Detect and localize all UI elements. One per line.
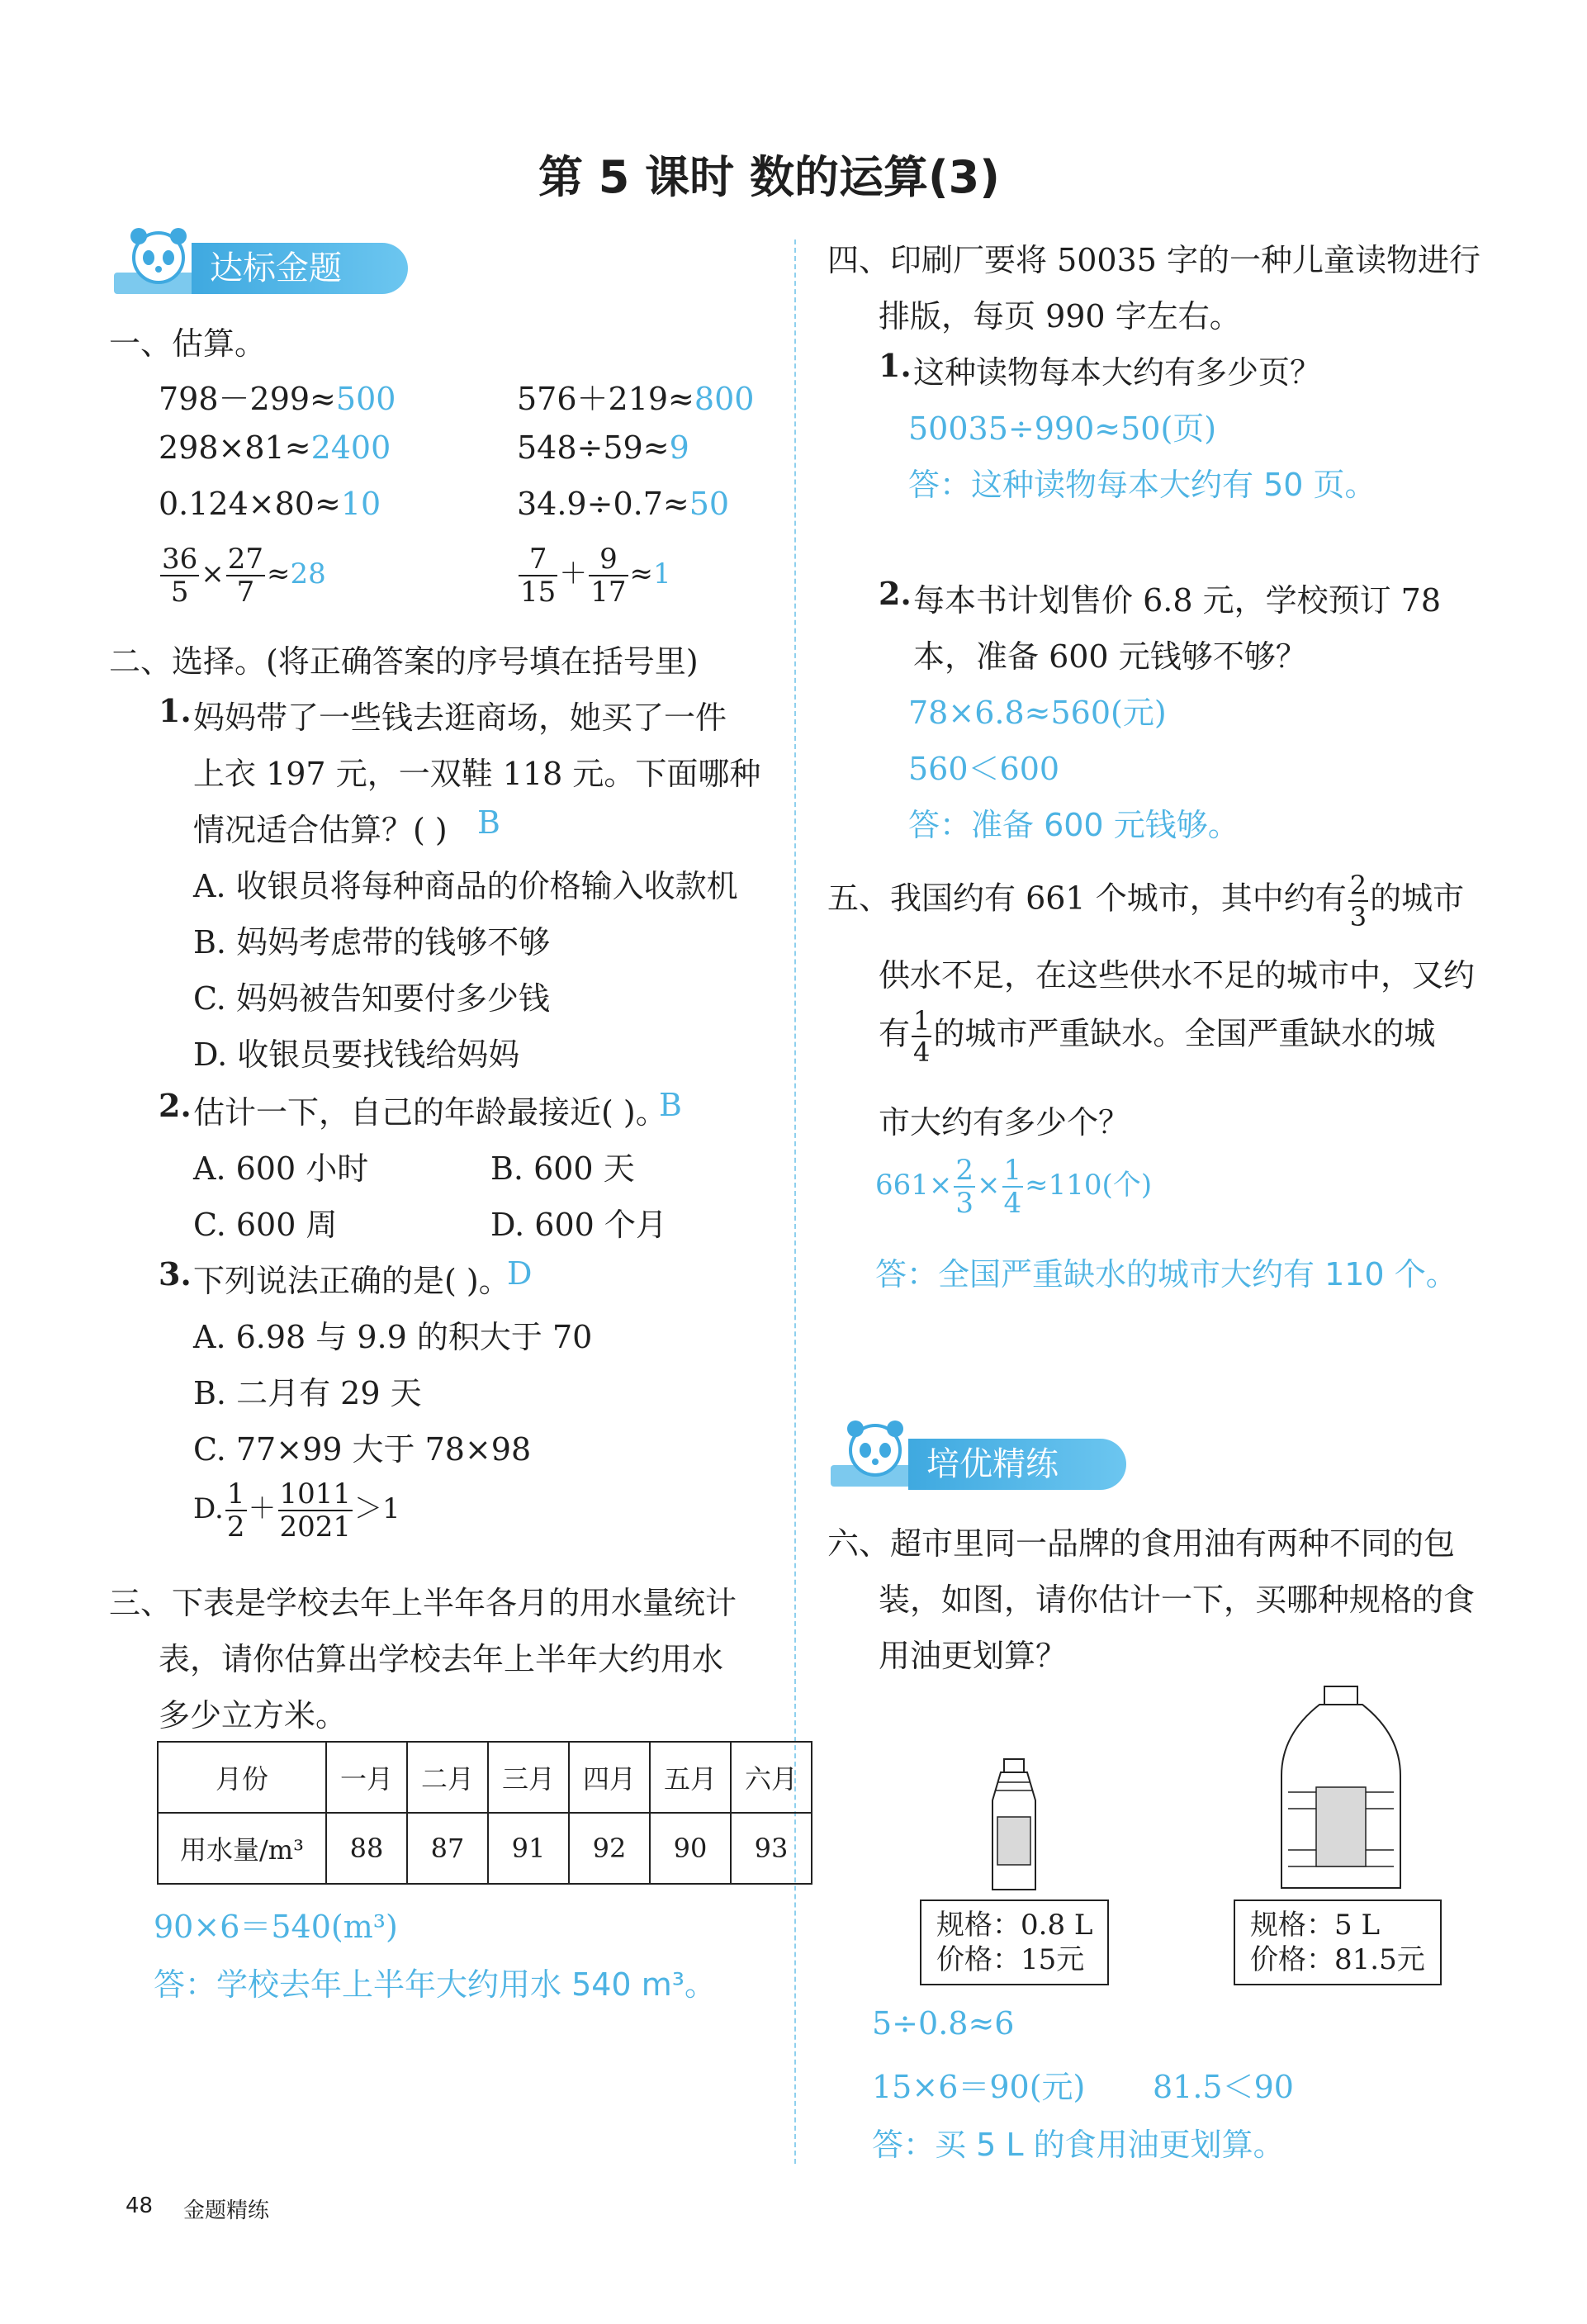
- q4-p1-answer: 答：这种读物每本大约有 50 页。: [908, 467, 1376, 503]
- table-cell: 87: [407, 1813, 488, 1884]
- q6-work-2: 15×6＝90(元): [872, 2069, 1086, 2105]
- q2-p1-line-3: 情况适合估算？( ): [193, 812, 448, 848]
- q4-p2-work-2: 560＜600: [908, 751, 1060, 787]
- table-cell: 91: [488, 1813, 569, 1884]
- q1-item-1: 798－299≈500: [159, 381, 396, 417]
- small-bottle-price: 价格：15元: [936, 1943, 1085, 1976]
- q2-heading: 二、选择。(将正确答案的序号填在括号里): [109, 643, 699, 680]
- q4-p2-line-1: 每本书计划售价 6.8 元，学校预订 78: [913, 582, 1442, 619]
- q1-item-2: 576＋219≈800: [517, 381, 755, 417]
- q4-p2-number: 2.: [879, 575, 912, 612]
- table-header-cell: 二月: [407, 1742, 488, 1813]
- q3-line-3: 多少立方米。: [159, 1697, 348, 1734]
- q4-p2-answer: 答：准备 600 元钱够。: [908, 807, 1239, 843]
- q4-line-1: 四、印刷厂要将 50035 字的一种儿童读物进行: [827, 242, 1481, 278]
- table-header-cell: 四月: [569, 1742, 650, 1813]
- q2-p1-line-1: 妈妈带了一些钱去逛商场，她买了一件: [193, 700, 727, 736]
- q2-p2-option-b: B. 600 天: [490, 1150, 635, 1187]
- q6-work-1: 5÷0.8≈6: [872, 2005, 1015, 2042]
- q6-line-3: 用油更划算？: [879, 1638, 1068, 1674]
- q5-line-3: 有 $\frac{1}{4}$ 的城市严重缺水。全国严重缺水的城: [879, 1005, 1436, 1068]
- q2-p1-answer: B: [477, 804, 500, 841]
- q5-answer: 答：全国严重缺水的城市大约有 110 个。: [875, 1256, 1457, 1292]
- q2-p3-answer: D: [507, 1255, 533, 1292]
- q1-item-3: 298×81≈2400: [159, 429, 391, 466]
- large-bottle-spec-label: [1234, 1900, 1442, 1985]
- q1-item-6: 34.9÷0.7≈50: [517, 486, 730, 522]
- q2-p1-option-d: D. 收银员要找钱给妈妈: [193, 1036, 520, 1073]
- q6-answer: 答：买 5 L 的食用油更划算。: [872, 2127, 1285, 2163]
- small-bottle-spec: 规格：0.8 L: [936, 1909, 1093, 1942]
- table-cell: 88: [326, 1813, 407, 1884]
- small-oil-bottle-image: [981, 1757, 1047, 1902]
- water-usage-table: [157, 1741, 812, 1885]
- q3-line-1: 三、下表是学校去年上半年各月的用水量统计: [109, 1585, 737, 1621]
- q2-p3-option-d: D. $\frac{1}{2}$ ＋ $\frac{1011}{2021}$ ＞1: [193, 1477, 400, 1544]
- large-bottle-price: 价格：81.5元: [1250, 1943, 1425, 1976]
- q6-line-2: 装，如图，请你估计一下，买哪种规格的食: [879, 1582, 1476, 1618]
- q2-p3-option-b: B. 二月有 29 天: [193, 1375, 422, 1411]
- table-row: [158, 1813, 812, 1884]
- table-cell: 用水量/m³: [158, 1813, 326, 1884]
- page-title: 第 5 课时 数的运算(3): [538, 151, 1000, 203]
- q3-line-2: 表，请你估算出学校去年上半年大约用水: [159, 1641, 724, 1677]
- q2-p1-line-2: 上衣 197 元，一双鞋 118 元。下面哪种: [193, 756, 761, 792]
- q4-p1-number: 1.: [879, 347, 912, 384]
- table-header-cell: 一月: [326, 1742, 407, 1813]
- large-bottle-spec: 规格：5 L: [1250, 1909, 1381, 1942]
- q2-p2-option-c: C. 600 周: [193, 1207, 338, 1243]
- q2-p1-option-b: B. 妈妈考虑带的钱够不够: [193, 924, 551, 960]
- q2-p3-text: 下列说法正确的是( )。: [193, 1263, 510, 1299]
- table-header-cell: 月份: [158, 1742, 326, 1813]
- q5-work: 661× $\frac{2}{3}$ × $\frac{1}{4}$ ≈110(个): [875, 1154, 1153, 1220]
- q5-line-2: 供水不足，在这些供水不足的城市中，又约: [879, 957, 1476, 994]
- q4-line-2: 排版，每页 990 字左右。: [879, 298, 1241, 334]
- q2-p2-text: 估计一下，自己的年龄最接近( )。: [193, 1094, 667, 1131]
- table-cell: 92: [569, 1813, 650, 1884]
- q6-work-3: 81.5＜90: [1153, 2069, 1294, 2105]
- q1-item-7: $\frac{36}{5}$ × $\frac{27}{7}$ ≈28: [162, 543, 326, 609]
- q2-p3-number: 3.: [159, 1255, 192, 1292]
- q2-p2-answer: B: [659, 1087, 682, 1123]
- q3-work: 90×6＝540(m³): [154, 1909, 398, 1945]
- q1-item-8: $\frac{7}{15}$ ＋ $\frac{9}{17}$ ≈1: [520, 543, 671, 609]
- book-name: 金题精练: [183, 2198, 270, 2223]
- q2-p2-option-d: D. 600 个月: [490, 1207, 667, 1243]
- q5-line-1: 五、我国约有 661 个城市，其中约有 $\frac{2}{3}$ 的城市: [827, 870, 1465, 932]
- section-banner-advanced: 培优精练: [908, 1439, 1126, 1490]
- q1-heading: 一、估算。: [109, 325, 267, 362]
- q2-p1-option-a: A. 收银员将每种商品的价格输入收款机: [193, 868, 738, 904]
- table-header-cell: 五月: [650, 1742, 731, 1813]
- q2-p3-option-a: A. 6.98 与 9.9 的积大于 70: [193, 1319, 593, 1355]
- q4-p1-text: 这种读物每本大约有多少页？: [913, 354, 1322, 391]
- q2-p1-number: 1.: [159, 692, 192, 729]
- q4-p1-work: 50035÷990≈50(页): [908, 410, 1217, 447]
- q1-item-4: 548÷59≈9: [517, 429, 689, 466]
- table-header-cell: 三月: [488, 1742, 569, 1813]
- table-header-cell: 六月: [731, 1742, 812, 1813]
- table-row: [158, 1742, 812, 1813]
- q2-p1-option-c: C. 妈妈被告知要付多少钱: [193, 980, 550, 1017]
- table-cell: 90: [650, 1813, 731, 1884]
- table-cell: 93: [731, 1813, 812, 1884]
- q2-p3-option-c: C. 77×99 大于 78×98: [193, 1431, 532, 1468]
- q3-answer: 答：学校去年上半年大约用水 540 m³。: [154, 1966, 716, 2003]
- q6-line-1: 六、超市里同一品牌的食用油有两种不同的包: [827, 1525, 1456, 1562]
- section-banner-standard: 达标金题: [192, 243, 408, 294]
- large-oil-bottle-image: [1277, 1685, 1405, 1902]
- q2-p2-number: 2.: [159, 1087, 192, 1124]
- q2-p2-option-a: A. 600 小时: [193, 1150, 369, 1187]
- q1-item-5: 0.124×80≈10: [159, 486, 381, 522]
- q4-p2-work-1: 78×6.8≈560(元): [908, 695, 1167, 731]
- page-number: 48: [126, 2194, 154, 2218]
- q5-line-4: 市大约有多少个？: [879, 1104, 1130, 1141]
- small-bottle-spec-label: [920, 1900, 1109, 1985]
- q4-p2-line-2: 本，准备 600 元钱够不够？: [913, 638, 1307, 675]
